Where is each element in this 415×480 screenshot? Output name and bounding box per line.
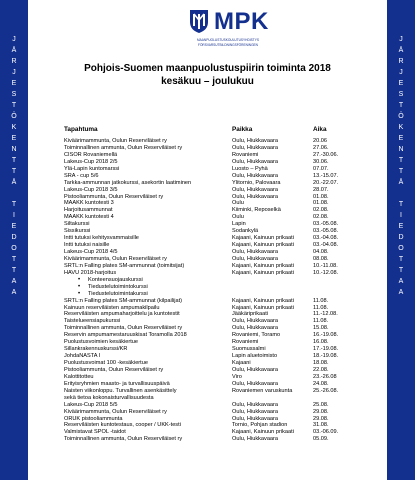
side-letter: Ä	[11, 47, 17, 54]
mpk-emblem-icon	[188, 8, 210, 34]
side-letter: Ä	[398, 179, 404, 186]
table-row	[64, 242, 384, 249]
table-row	[64, 381, 384, 388]
place-cell: Kajaani	[232, 360, 251, 366]
time-cell: 25.08.	[313, 401, 329, 408]
side-letter: O	[398, 245, 404, 252]
time-cell: 20.-22.07.	[313, 179, 339, 186]
side-letter: J	[399, 69, 403, 76]
side-letter: Ö	[398, 113, 404, 120]
place-cell: Oulu, Hiukkavaara	[232, 401, 279, 408]
time-cell: 23.-26.08	[313, 373, 337, 380]
event-cell: Sillankrakennuskurssi/KR	[64, 346, 128, 353]
side-letter: I	[13, 212, 15, 219]
side-letter: E	[11, 80, 17, 87]
table-row	[64, 311, 384, 318]
event-cell: Kiväärimammunta, Oulun Reserviläiset ry	[64, 138, 167, 144]
table-row	[64, 318, 384, 325]
event-cell: Intti tutuksi kehitysvammaisille	[64, 235, 139, 242]
time-cell: 03.-04.08.	[313, 235, 339, 242]
table-row	[64, 422, 384, 429]
logo-subtitle-sv: FÖRSVARSUTBILDNINGSFÖRENINGEN	[198, 43, 258, 47]
side-letter: T	[11, 157, 17, 164]
time-cell: 18.-19.08.	[313, 353, 339, 360]
side-letter: A	[398, 289, 404, 296]
side-band-right	[387, 0, 415, 480]
side-letter: J	[12, 69, 16, 76]
column-header-event: Tapahtuma	[64, 126, 98, 133]
event-cell: • Tiedustelutoimintakurssi	[88, 290, 148, 297]
time-cell: 27.-30.06.	[313, 151, 339, 158]
time-cell: 18.08.	[313, 360, 329, 366]
event-cell: ORUK pistooliammunta	[64, 415, 123, 422]
place-cell: Oulu, Hiukkavaara	[232, 380, 279, 387]
place-cell: Kajaani, Kainuun prikaati	[232, 235, 294, 242]
table-row	[64, 291, 384, 298]
table-row	[64, 166, 384, 173]
time-cell: 29.08.	[313, 415, 329, 422]
side-letter: D	[11, 234, 17, 241]
table-row	[64, 353, 384, 360]
table-row	[64, 270, 384, 277]
event-cell: Reservin ampumamestaruuskisat Toramolla 2018	[64, 332, 187, 339]
time-cell: 11.08.	[313, 318, 329, 325]
time-cell: 22.08.	[313, 366, 329, 373]
table-row	[64, 395, 384, 402]
side-letter: Ä	[398, 47, 404, 54]
table-row	[64, 207, 384, 214]
table-row	[64, 346, 384, 353]
side-letter: T	[398, 267, 404, 274]
place-cell: Kajaani, Kainuun prikaati	[232, 304, 294, 311]
table-row	[64, 305, 384, 312]
event-cell: • Konteensuojauskurssi	[88, 276, 143, 283]
event-cell: HAVU 2018-harjoitus	[64, 269, 117, 276]
time-cell: 08.08.	[313, 255, 329, 262]
event-cell: Tarkka-ammunnan jatkokurssi, asekortin laatiminen	[64, 179, 192, 186]
time-cell: 03.-04.08.	[313, 242, 339, 249]
place-cell: Jääkäriprikaati	[232, 311, 269, 318]
event-cell: Valmistavat SPOL -taidot	[64, 429, 126, 436]
table-row	[64, 332, 384, 339]
place-cell: Oulu, Hiukkavaara	[232, 318, 279, 325]
place-cell: Kiiminki, Reposelkä	[232, 207, 281, 214]
place-cell: Tornio, Pohjan stadion	[232, 422, 288, 429]
event-cell: Naisten viikonloppu. Turvallinen asenkäsittely	[64, 387, 177, 394]
event-cell: Reserviläisten ampumaharjoittelu ja kuntotestit	[64, 311, 180, 318]
event-cell: SRA - cup 5/6	[64, 172, 99, 179]
side-letter: T	[11, 168, 17, 175]
time-cell: 11.-12.08.	[313, 311, 338, 318]
table-row	[64, 339, 384, 346]
table-row	[64, 145, 384, 152]
place-cell: Oulu, Hiukkavaara	[232, 255, 279, 262]
event-cell: Sissikurssi	[64, 228, 91, 235]
place-cell: Viro	[232, 373, 242, 380]
side-letter: N	[11, 146, 17, 153]
table-row	[64, 249, 384, 256]
place-cell: Rovaniemi, Toramo	[232, 332, 281, 339]
side-letter: T	[11, 256, 17, 263]
place-cell: Lapin aluetoimisto	[232, 353, 278, 360]
table-row	[64, 325, 384, 332]
table-row	[64, 180, 384, 187]
table-row	[64, 360, 384, 367]
page-subtitle: kesäkuu – joulukuu	[161, 76, 254, 87]
time-cell: 15.08.	[313, 325, 329, 332]
time-cell: 16.08.	[313, 339, 329, 346]
time-cell: 16.-19.08.	[313, 332, 339, 339]
table-row	[64, 284, 384, 291]
table-row	[64, 256, 384, 263]
event-cell: Pistooliammunta, Oulun Reserviläiset ry	[64, 193, 164, 200]
place-cell: Suomussalmi	[232, 346, 266, 353]
time-cell: 10.-12.08.	[313, 269, 339, 276]
event-cell: Kalottitotteu	[64, 373, 94, 380]
time-cell: 30.06.	[313, 158, 329, 165]
place-cell: Oulu, Hiukkavaara	[232, 325, 279, 332]
event-cell: Puolustusvoimat 100 -kesäkiertue	[64, 360, 148, 366]
place-cell: Rovaniemi	[232, 151, 259, 158]
event-cell: Kiväärimammunta, Oulun Reserviläiset ry	[64, 408, 167, 415]
place-cell: Oulu, Hiukkavaara	[232, 193, 279, 200]
event-cell: SRTL:n Falling plates SM-ammunnat (toimitsijat)	[64, 262, 185, 269]
time-cell: 11.08.	[313, 297, 329, 304]
time-cell: 27.06.	[313, 144, 329, 151]
side-letter: S	[11, 91, 17, 98]
event-cell: JohdaNASTA I	[64, 353, 101, 360]
logo-text: MPK	[214, 8, 269, 35]
table-row	[64, 277, 384, 284]
time-cell: 01.08.	[313, 193, 329, 200]
event-cell: Reserviläisten kuntotestaus, cooper / UKK-testi	[64, 422, 181, 429]
side-letter: J	[399, 36, 403, 43]
side-letter: T	[398, 256, 404, 263]
event-cell: Toiminnallinen ammunta, Oulun Reserviläiset ry	[64, 144, 183, 151]
time-cell: 03.-06.09.	[313, 429, 339, 436]
side-letter: A	[11, 278, 17, 285]
event-cell: SRTL:n Falling plates SM-ammunnat (kilpailijat)	[64, 297, 183, 304]
place-cell: Oulu, Hiukkavaara	[232, 144, 279, 151]
event-cell: CISOR Rovaniemellä	[64, 151, 118, 158]
time-cell: 07.07.	[313, 165, 329, 172]
time-cell: 01.08.	[313, 200, 329, 207]
side-letter: R	[11, 58, 17, 65]
place-cell: Oulu, Hiukkavaara	[232, 415, 279, 422]
time-cell: 11.08.	[313, 304, 329, 311]
time-cell: 29.08.	[313, 408, 329, 415]
event-cell: MAAKK kuntotesti 3	[64, 200, 114, 207]
table-row	[64, 235, 384, 242]
side-letter: T	[11, 201, 17, 208]
event-cell: Intti tutuksi naisille	[64, 242, 110, 249]
place-cell: Kajaani, Kainuun prikaati	[232, 242, 294, 249]
side-letter: E	[398, 80, 404, 87]
side-letter: S	[398, 91, 404, 98]
side-letter: I	[400, 212, 402, 219]
place-cell: Oulu, Hiukkavaara	[232, 436, 279, 443]
time-cell: 31.08.	[313, 422, 329, 429]
side-letter: T	[398, 157, 404, 164]
event-cell: Toiminnallinen ammunta, Oulun Reserviläiset ry	[64, 325, 183, 332]
event-cell: Erityisryhmien maasto- ja turvallisuuspäivä	[64, 380, 170, 387]
side-band-left	[0, 0, 28, 480]
place-cell: Rovaniemi	[232, 339, 259, 346]
side-letter: T	[398, 201, 404, 208]
side-letter: E	[11, 135, 17, 142]
side-letter: J	[12, 36, 16, 43]
side-letter: A	[11, 289, 17, 296]
table-row	[64, 402, 384, 409]
time-cell: 20.06	[313, 138, 327, 144]
event-cell: Siltakurssi	[64, 221, 90, 228]
table-row	[64, 228, 384, 235]
place-cell: Oulu, Hiukkavaara	[232, 408, 279, 415]
event-cell: Lakeus-Cup 2018 3/5	[64, 186, 118, 193]
place-cell: Oulu	[232, 200, 244, 207]
time-cell: 24.08.	[313, 380, 329, 387]
place-cell: Kajaani, Kainuun prikaati	[232, 269, 294, 276]
event-cell: sekä tietoa kokonaisturvallisuudesta	[64, 394, 154, 401]
table-row	[64, 429, 384, 436]
table-row	[64, 436, 384, 443]
event-cell: Ylä-Lapin kuntomarssi	[64, 165, 120, 172]
time-cell: 03.-05.08.	[313, 228, 339, 235]
side-letter: K	[11, 124, 17, 131]
event-cell: Toiminnallinen ammunta, Oulun Reserviläiset ry	[64, 436, 183, 443]
event-cell: Kiväärimammunta, Oulun Reserviläiset ry	[64, 255, 167, 262]
event-cell: Puolustusvoimien kesäkiertue	[64, 339, 138, 346]
event-cell: Lakeus-Cup 2018 4/5	[64, 249, 118, 255]
place-cell: Oulu, Hiukkavaara	[232, 249, 279, 255]
event-cell: Harjoitusammunnat	[64, 207, 113, 214]
side-letter: A	[398, 278, 404, 285]
side-letter: D	[398, 234, 404, 241]
table-row	[64, 152, 384, 159]
table-row	[64, 298, 384, 305]
side-letter: T	[11, 102, 17, 109]
place-cell: Lapin	[232, 221, 246, 228]
table-row	[64, 194, 384, 201]
table-row	[64, 409, 384, 416]
event-cell: Taistelueensiapukurssi	[64, 318, 121, 325]
time-cell: 02.08.	[313, 214, 329, 221]
time-cell: 17.-19.08.	[313, 346, 339, 353]
time-cell: 25.-26.08.	[313, 387, 339, 394]
table-row	[64, 367, 384, 374]
side-letter: K	[398, 124, 404, 131]
table-row	[64, 416, 384, 423]
place-cell: Sodankylä	[232, 228, 259, 235]
table-row	[64, 187, 384, 194]
side-letter: Ä	[11, 179, 17, 186]
side-letter: T	[398, 102, 404, 109]
column-header-place: Paikka	[232, 126, 253, 133]
table-row	[64, 263, 384, 270]
side-letter: E	[398, 135, 404, 142]
place-cell: Kajaani, Kainuun prikaati	[232, 429, 294, 436]
place-cell: Oulu	[232, 214, 244, 221]
event-cell: MAAKK kuntotesti 4	[64, 214, 114, 221]
time-cell: 02.08.	[313, 207, 329, 214]
event-cell: Kainuun reserviläisten ampumakilpailu	[64, 304, 160, 311]
place-cell: Luosto – Pyhä	[232, 165, 268, 172]
time-cell: 04.08.	[313, 249, 329, 255]
table-row	[64, 200, 384, 207]
side-letter: E	[11, 223, 17, 230]
time-cell: 05.09.	[313, 436, 329, 443]
side-letter: O	[11, 245, 17, 252]
place-cell: Oulu, Hiukkavaara	[232, 366, 279, 373]
place-cell: Oulu, Hiukkavaara	[232, 158, 279, 165]
place-cell: Oulu, Hiukkavaara	[232, 186, 279, 193]
mpk-logo	[178, 8, 278, 52]
column-header-time: Aika	[313, 126, 327, 133]
place-cell: Kajaani, Kainuun prikaati	[232, 297, 294, 304]
table-row	[64, 214, 384, 221]
place-cell: Rovaniemen varuskunta	[232, 387, 293, 394]
side-letter: R	[398, 58, 404, 65]
table-row	[64, 173, 384, 180]
event-cell: • Tiedustelutoimintokurssi	[88, 283, 148, 290]
side-letter: N	[398, 146, 404, 153]
place-cell: Ylitornio, Palovaara	[232, 179, 281, 186]
logo-subtitle-fi: MAANPUOLUSTUSKOULUTUSYHDISTYS	[197, 38, 259, 42]
side-letter: Ö	[11, 113, 17, 120]
table-row	[64, 138, 384, 145]
table-row	[64, 221, 384, 228]
place-cell: Oulu, Hiukkavaara	[232, 172, 279, 179]
event-cell: Lakeus-Cup 2018 2/5	[64, 158, 118, 165]
table-row	[64, 159, 384, 166]
side-letter: T	[11, 267, 17, 274]
time-cell: 10.-11.08.	[313, 262, 338, 269]
table-row	[64, 374, 384, 381]
event-cell: Lakeus-Cup 2018 5/5	[64, 401, 118, 408]
page-title: Pohjois-Suomen maanpuolustuspiirin toiminta 2018	[84, 63, 331, 74]
side-letter: E	[398, 223, 404, 230]
side-letter: T	[398, 168, 404, 175]
event-table	[64, 138, 384, 443]
place-cell: Kajaani, Kainuun prikaati	[232, 262, 294, 269]
table-row	[64, 388, 384, 395]
time-cell: 28.07.	[313, 186, 329, 193]
event-cell: Pistooliammunta, Oulun Reserviläiset ry	[64, 366, 164, 373]
time-cell: 03.-05.08.	[313, 221, 339, 228]
place-cell: Oulu, Hiukkavaara	[232, 138, 279, 144]
time-cell: 13.-15.07.	[313, 172, 339, 179]
